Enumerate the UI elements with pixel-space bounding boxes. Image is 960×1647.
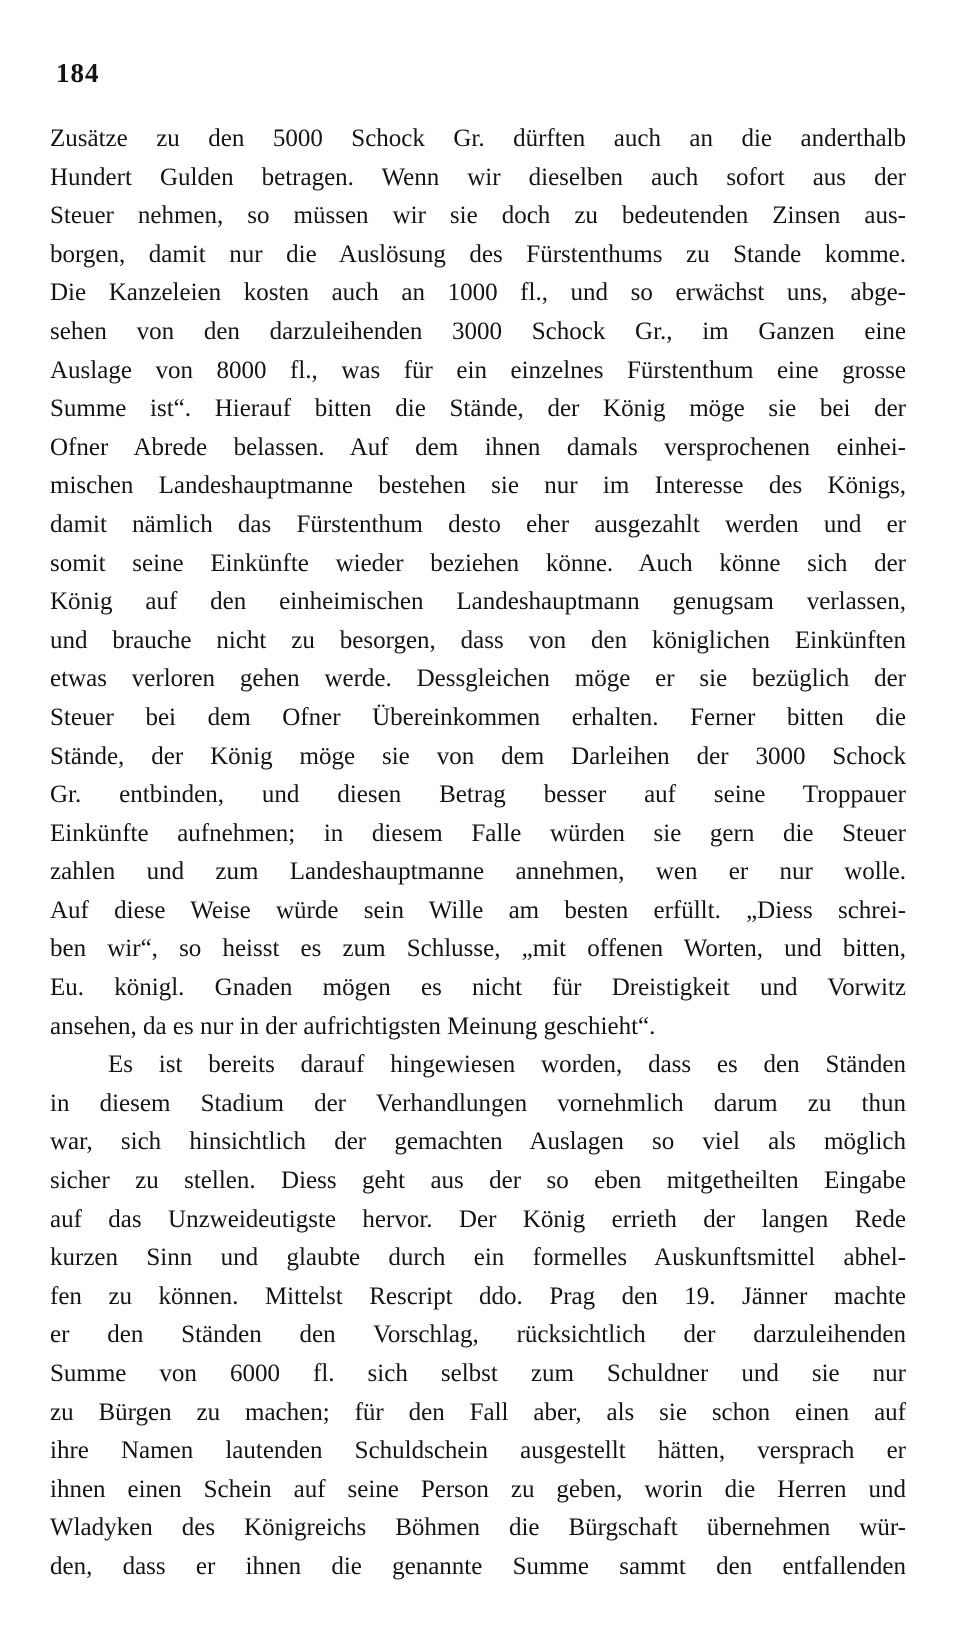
text-line: ansehen, da es nur in der aufrichtigsten Meinung geschieht“. [50, 1012, 656, 1040]
text-line: Steuer bei dem Ofner Übereinkommen erhalten. Ferner bitten die [50, 703, 906, 731]
text-line: Es ist bereits darauf hingewiesen worden, dass es den Ständen [108, 1051, 906, 1079]
text-line: Ofner Abrede belassen. Auf dem ihnen damals versprochenen einhei- [50, 433, 906, 461]
text-line: war, sich hinsichtlich der gemachten Auslagen so viel als möglich [50, 1128, 906, 1156]
text-line: zu Bürgen zu machen; für den Fall aber, als sie schon einen auf [50, 1398, 906, 1426]
paragraph [50, 120, 906, 1046]
text-line: Die Kanzeleien kosten auch an 1000 fl., und so erwächst uns, abge- [50, 279, 906, 307]
text-line: Summe ist“. Hierauf bitten die Stände, der König möge sie bei der [50, 395, 906, 423]
text-line: den, dass er ihnen die genannte Summe sammt den entfallenden [50, 1552, 906, 1580]
text-line: König auf den einheimischen Landeshauptmann genugsam verlassen, [50, 588, 906, 616]
page-number: 184 [56, 58, 100, 88]
body-text [50, 120, 906, 1587]
text-line: und brauche nicht zu besorgen, dass von den königlichen Einkünften [50, 626, 906, 654]
text-line: borgen, damit nur die Auslösung des Fürstenthums zu Stande komme. [50, 240, 906, 268]
text-line: Einkünfte aufnehmen; in diesem Falle würden sie gern die Steuer [50, 819, 906, 847]
text-line: mischen Landeshauptmanne bestehen sie nur im Interesse des Königs, [50, 472, 906, 500]
text-line: er den Ständen den Vorschlag, rücksichtlich der darzuleihenden [50, 1321, 906, 1349]
text-line: damit nämlich das Fürstenthum desto eher ausgezahlt werden und er [50, 510, 906, 538]
text-line: auf das Unzweideutigste hervor. Der König errieth der langen Rede [50, 1205, 906, 1233]
text-line: Auslage von 8000 fl., was für ein einzelnes Fürstenthum eine grosse [50, 356, 906, 384]
text-line: Hundert Gulden betragen. Wenn wir dieselben auch sofort aus der [50, 163, 906, 191]
text-line: fen zu können. Mittelst Rescript ddo. Prag den 19. Jänner machte [50, 1282, 906, 1310]
text-line: in diesem Stadium der Verhandlungen vornehmlich darum zu thun [50, 1089, 906, 1117]
text-line: Stände, der König möge sie von dem Darleihen der 3000 Schock [50, 742, 906, 770]
text-line: sehen von den darzuleihenden 3000 Schock Gr., im Ganzen eine [50, 317, 906, 345]
text-line: kurzen Sinn und glaubte durch ein formelles Auskunftsmittel abhel- [50, 1244, 906, 1272]
text-line: Summe von 6000 fl. sich selbst zum Schuldner und sie nur [50, 1360, 906, 1387]
text-line: etwas verloren gehen werde. Dessgleichen möge er sie bezüglich der [50, 665, 906, 693]
text-line: Gr. entbinden, und diesen Betrag besser auf seine Troppauer [50, 781, 906, 809]
text-line: zahlen und zum Landeshauptmanne annehmen, wen er nur wolle. [50, 858, 906, 886]
text-line: ihre Namen lautenden Schuldschein ausgestellt hätten, versprach er [50, 1437, 906, 1465]
text-line: ben wir“, so heisst es zum Schlusse, „mit offenen Worten, und bitten, [50, 935, 906, 963]
paragraph [50, 1046, 906, 1586]
text-line: sicher zu stellen. Diess geht aus der so eben mitgetheilten Eingabe [50, 1167, 906, 1195]
text-line: Wladyken des Königreichs Böhmen die Bürgschaft übernehmen wür- [50, 1514, 906, 1542]
text-line: ihnen einen Schein auf seine Person zu geben, worin die Herren und [50, 1475, 906, 1503]
text-line: somit seine Einkünfte wieder beziehen könne. Auch könne sich der [50, 549, 906, 577]
text-line: Eu. königl. Gnaden mögen es nicht für Dreistigkeit und Vorwitz [50, 974, 906, 1002]
text-line: Steuer nehmen, so müssen wir sie doch zu bedeutenden Zinsen aus- [50, 202, 906, 230]
text-line: Auf diese Weise würde sein Wille am besten erfüllt. „Diess schrei- [50, 896, 906, 924]
text-line: Zusätze zu den 5000 Schock Gr. dürften auch an die anderthalb [50, 125, 906, 152]
